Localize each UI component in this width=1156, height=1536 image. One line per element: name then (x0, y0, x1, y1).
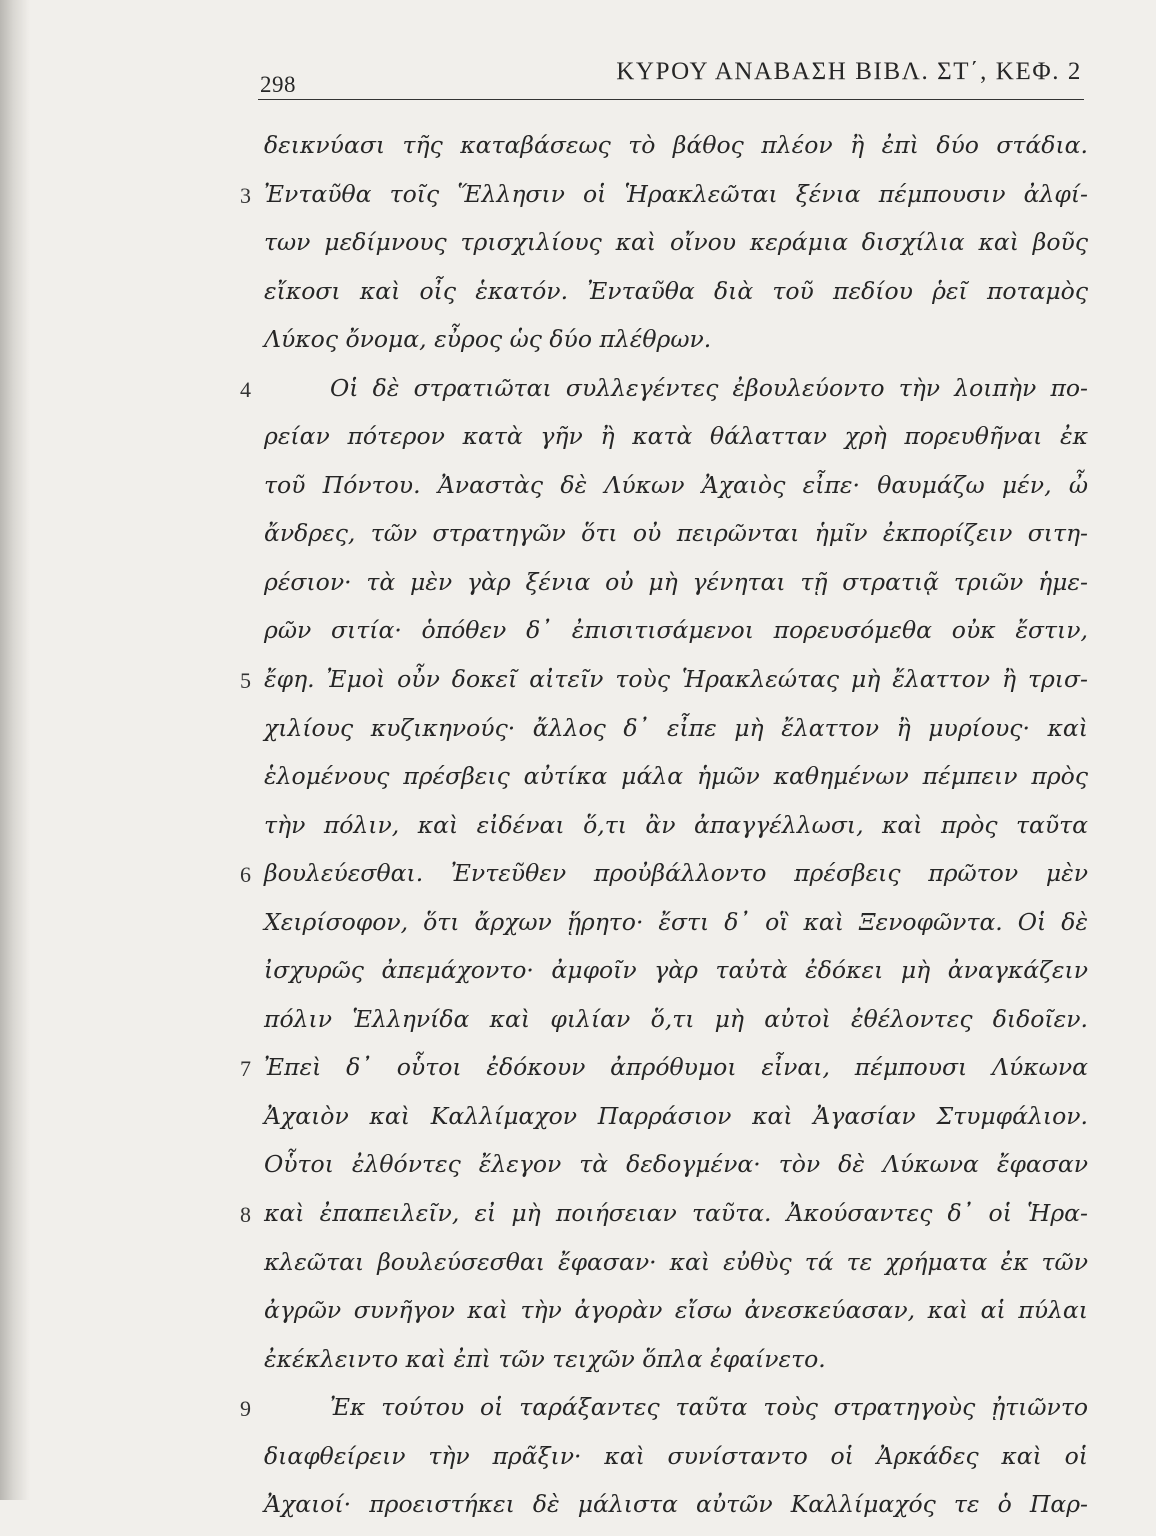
text-line (240, 1245, 1120, 1294)
running-head: ΚΥΡΟΥ ΑΝΑΒΑΣΗ ΒΙΒΛ. ΣΤ΄, ΚΕΦ. 2 (616, 58, 1082, 85)
text-line (240, 662, 1120, 711)
text-line (240, 1002, 1120, 1051)
text-line (240, 371, 1120, 420)
line-text: κλεῶται βουλεύσεσθαι ἔφασαν· καὶ εὐθὺς τά τε χρήματα ἐκ τῶν (264, 1247, 1088, 1276)
line-text: των μεδίμνους τρισχιλίους καὶ οἴνου κεράμια δισχίλια καὶ βοῦς (264, 228, 1088, 257)
section-number: 7 (240, 1056, 251, 1082)
text-line (240, 953, 1120, 1002)
text-line (240, 1196, 1120, 1245)
line-text: ἔφη. Ἐμοὶ οὖν δοκεῖ αἰτεῖν τοὺς Ἡρακλεώτας μὴ ἔλαττον ἢ τρισ- (264, 665, 1088, 694)
text-line (240, 808, 1120, 857)
section-number: 3 (240, 182, 251, 208)
line-text: ρέσιον· τὰ μὲν γὰρ ξένια οὐ μὴ γένηται τῇ στρατιᾷ τριῶν ἡμε- (264, 567, 1088, 596)
text-line (240, 274, 1120, 323)
line-text: ἄνδρες, τῶν στρατηγῶν ὅτι οὐ πειρῶνται ἡμῖν ἐκπορίζειν σιτη- (264, 519, 1088, 548)
line-text: Ἀχαιὸν καὶ Καλλίμαχον Παρράσιον καὶ Ἀγασίαν Στυμφάλιον. (264, 1101, 1088, 1130)
text-line (240, 322, 1120, 371)
section-number: 9 (240, 1396, 251, 1422)
text-line (240, 711, 1120, 760)
text-line (240, 1293, 1120, 1342)
page-number: 298 (260, 72, 296, 97)
text-line (240, 613, 1120, 662)
line-text: ἐκέκλειντο καὶ ἐπὶ τῶν τειχῶν ὅπλα ἐφαίνετο. (264, 1344, 826, 1373)
text-line (240, 468, 1120, 517)
text-line (240, 1439, 1120, 1488)
section-number: 5 (240, 668, 251, 694)
line-text: πόλιν Ἑλληνίδα καὶ φιλίαν ὅ,τι μὴ αὐτοὶ ἐθέλοντες διδοῖεν. (264, 1004, 1088, 1033)
line-text: ρείαν πότερον κατὰ γῆν ἢ κατὰ θάλατταν χρὴ πορευθῆναι ἐκ (264, 422, 1088, 451)
line-text: βουλεύεσθαι. Ἐντεῦθεν προὐβάλλοντο πρέσβεις πρῶτον μὲν (264, 859, 1088, 888)
line-text: Ἐνταῦθα τοῖς Ἕλλησιν οἱ Ἡρακλεῶται ξένια πέμπουσιν ἀλφί- (264, 179, 1088, 208)
line-text: δεικνύασι τῆς καταβάσεως τὸ βάθος πλέον ἢ ἐπὶ δύο στάδια. (264, 131, 1088, 159)
greek-text-body (240, 128, 1120, 1536)
line-text: τοῦ Πόντου. Ἀναστὰς δὲ Λύκων Ἀχαιὸς εἶπε· θαυμάζω μέν, ὦ (264, 470, 1088, 499)
text-line (240, 1099, 1120, 1148)
text-line (240, 1487, 1120, 1536)
text-line (240, 1342, 1120, 1391)
page-header (258, 58, 1088, 98)
line-text: Χειρίσοφον, ὅτι ἄρχων ᾕρητο· ἔστι δ᾽ οἳ καὶ Ξενοφῶντα. Οἱ δὲ (264, 907, 1088, 936)
text-line (240, 177, 1120, 226)
text-line (240, 128, 1120, 177)
section-number: 4 (240, 376, 251, 402)
line-text: ἑλομένους πρέσβεις αὐτίκα μάλα ἡμῶν καθημένων πέμπειν πρὸς (264, 762, 1088, 791)
line-text: εἴκοσι καὶ οἶς ἑκατόν. Ἐνταῦθα διὰ τοῦ πεδίου ῥεῖ ποταμὸς (264, 276, 1088, 305)
line-text: τὴν πόλιν, καὶ εἰδέναι ὅ,τι ἂν ἀπαγγέλλωσι, καὶ πρὸς ταῦτα (264, 810, 1088, 839)
line-text: Οἱ δὲ στρατιῶται συλλεγέντες ἐβουλεύοντο τὴν λοιπὴν πο- (330, 373, 1088, 402)
line-text: ἀγρῶν συνῆγον καὶ τὴν ἀγορὰν εἴσω ἀνεσκεύασαν, καὶ αἱ πύλαι (264, 1296, 1088, 1325)
text-line (240, 1050, 1120, 1099)
line-text: διαφθείρειν τὴν πρᾶξιν· καὶ συνίσταντο οἱ Ἀρκάδες καὶ οἱ (264, 1441, 1088, 1470)
line-text: Ἐπεὶ δ᾽ οὗτοι ἐδόκουν ἀπρόθυμοι εἶναι, πέμπουσι Λύκωνα (264, 1053, 1088, 1082)
line-text: Ἀχαιοί· προειστήκει δὲ μάλιστα αὐτῶν Καλλίμαχός τε ὁ Παρ- (264, 1490, 1088, 1519)
header-rule (258, 99, 1084, 100)
text-line (240, 856, 1120, 905)
section-number: 8 (240, 1202, 251, 1228)
text-line (240, 1147, 1120, 1196)
text-line (240, 419, 1120, 468)
line-text: χιλίους κυζικηνούς· ἄλλος δ᾽ εἶπε μὴ ἔλαττον ἢ μυρίους· καὶ (264, 713, 1088, 742)
text-line (240, 1390, 1120, 1439)
text-line (240, 759, 1120, 808)
section-number: 6 (240, 862, 251, 888)
text-line (240, 905, 1120, 954)
text-line (240, 516, 1120, 565)
line-text: καὶ ἐπαπειλεῖν, εἰ μὴ ποιήσειαν ταῦτα. Ἀκούσαντες δ᾽ οἱ Ἡρα- (264, 1199, 1088, 1228)
line-text: ρῶν σιτία· ὁπόθεν δ᾽ ἐπισιτισάμενοι πορευσόμεθα οὐκ ἔστιν, (264, 616, 1088, 645)
line-text: Ἐκ τούτου οἱ ταράξαντες ταῦτα τοὺς στρατηγοὺς ᾐτιῶντο (330, 1393, 1088, 1422)
text-line (240, 225, 1120, 274)
line-text: Λύκος ὄνομα, εὖρος ὡς δύο πλέθρων. (264, 325, 712, 354)
page-gutter-shadow (0, 0, 30, 1500)
line-text: ἰσχυρῶς ἀπεμάχοντο· ἀμφοῖν γὰρ ταὐτὰ ἐδόκει μὴ ἀναγκάζειν (264, 956, 1088, 985)
line-text: Οὗτοι ἐλθόντες ἔλεγον τὰ δεδογμένα· τὸν δὲ Λύκωνα ἔφασαν (264, 1150, 1088, 1179)
text-line (240, 565, 1120, 614)
